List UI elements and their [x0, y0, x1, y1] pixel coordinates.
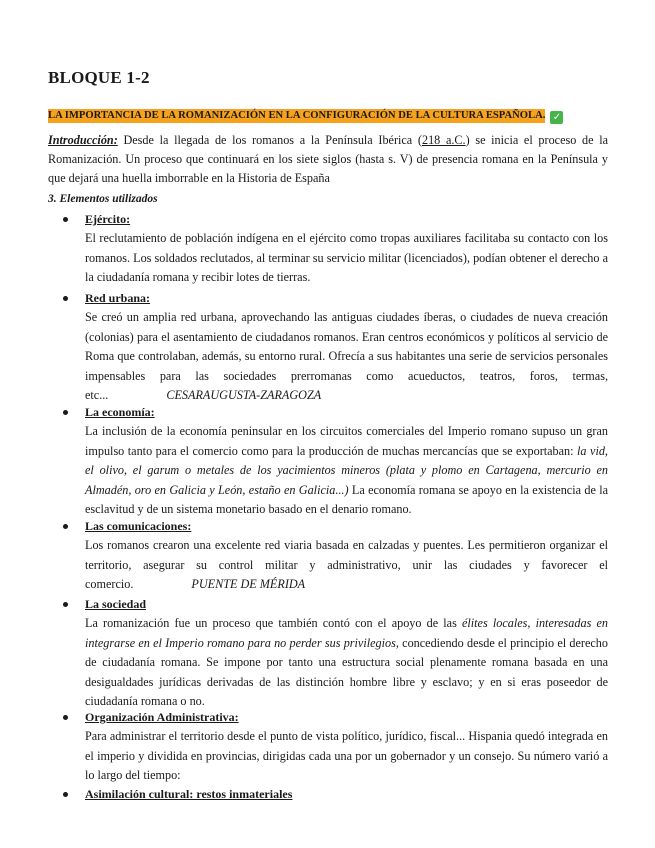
list-item-ejercito [63, 211, 608, 288]
bullet-icon [63, 296, 68, 301]
item-body-text: Se creó un amplia red urbana, aprovechando las antiguas ciudades íberas, o ciudades de nueva creación (colonias) para el asentamiento de ciudadanos romanos. Eran centros económicos y políticos al servicio de Roma que controlaban, además, su entorno rural. Ofrecía a sus habitantes una serie de servicios personales impensables para las sociedades prerromanas como acueductos, teatros, foros, termas, etc... [85, 310, 608, 402]
item-body-text: Los romanos crearon una excelente red viaria basada en calzadas y puentes. Les permitieron organizar el territorio, asegurar su control militar y administrativo, unir las ciudades y favorecer el comercio. [85, 538, 608, 591]
item-title: Red urbana: [85, 291, 151, 305]
bullet-icon [63, 410, 68, 415]
section-heading: 3. Elementos utilizados [48, 193, 158, 205]
item-body-emphasis: la vid, el olivo, el garum o metales de los yacimientos mineros (plata y plomo en Cartagena, mercurio en Almadén, oro en Galicia y León, estaño en Galicia...) [85, 443, 608, 497]
item-title: La economía: [85, 405, 155, 419]
highlighted-heading [48, 108, 563, 124]
item-title: Las comunicaciones: [85, 519, 192, 533]
item-body-text-1: La romanización fue un proceso que también contó con el apoyo de las [85, 616, 462, 630]
bullet-icon [63, 792, 68, 797]
item-title: Ejército: [85, 212, 131, 226]
place-tag: CESARAUGUSTA-ZARAGOZA [166, 388, 322, 402]
intro-text-2: ) se inicia el proceso de la Romanización. Un proceso que continuará en los siete siglos (hasta s. V) de presencia romana en la Península y que dejará una huella imborrable en la Historia de España [48, 133, 608, 185]
list-item-economia [63, 404, 608, 520]
list-item-organizacion [63, 709, 608, 786]
item-body-text-2: La economía romana se apoyo en la existencia de la esclavitud y de un sistema monetario basado en el denario romano. [85, 482, 608, 516]
item-title: La sociedad [85, 597, 147, 611]
item-title: Organización Administrativa: [85, 710, 239, 724]
intro-paragraph [48, 131, 608, 188]
bullet-icon [63, 715, 68, 720]
page-title: BLOQUE 1-2 [48, 68, 150, 87]
bullet-icon [63, 217, 68, 222]
item-body-emphasis: élites locales, interesadas en integrarse en el Imperio romano para no perder sus privilegios [85, 616, 608, 650]
bullet-icon [63, 602, 68, 607]
intro-lead: Introducción: [48, 133, 118, 147]
bullet-icon [63, 524, 68, 529]
intro-text-1: Desde la llegada de los romanos a la Península Ibérica ( [117, 133, 422, 147]
heading-text: LA IMPORTANCIA DE LA ROMANIZACIÓN EN LA CONFIGURACIÓN DE LA CULTURA ESPAÑOLA. [48, 110, 546, 121]
item-body-text-2: , concediendo desde el principio el derecho de ciudadanía romana. Se impone por tanto una estructura social plenamente romana basada en una desigualdades jurídicas derivadas de las distinción hombre libre y esclavo; y en si eras poseedor de ciudadanía romana o no. [85, 635, 608, 708]
list-item-sociedad [63, 596, 608, 712]
item-title: Asimilación cultural: restos inmateriales [85, 787, 293, 801]
list-item-asimilacion [63, 786, 608, 803]
item-body: El reclutamiento de población indígena en el ejército como tropas auxiliares facilitaba su contacto con los romanos. Los soldados reclutados, al terminar su servicio militar (licenciados), podían obtener el derecho a la ciudadanía romana y recibir lotes de tierras. [85, 231, 608, 284]
item-body: Para administrar el territorio desde el punto de vista político, jurídico, fiscal... Hispania quedó integrada en el imperio y dividida en provincias, dirigidas cada una por un gobernador y un consejo. Su número varió a lo largo del tiempo: [85, 729, 608, 782]
intro-date: 218 a.C. [421, 133, 466, 147]
item-body [85, 536, 608, 595]
check-mark-icon: ✓ [550, 111, 563, 124]
item-body [85, 422, 608, 520]
item-body-text-1: La inclusión de la economía peninsular en los circuitos comerciales del Imperio romano supuso un gran impulso tanto para el comercio como para la producción de muchas mercancías que se exportaban: [85, 424, 608, 458]
item-body [85, 614, 608, 712]
list-item-comunicaciones [63, 518, 608, 595]
place-tag: PUENTE DE MÉRIDA [191, 577, 306, 591]
list-item-red-urbana [63, 290, 608, 406]
item-body [85, 308, 608, 406]
